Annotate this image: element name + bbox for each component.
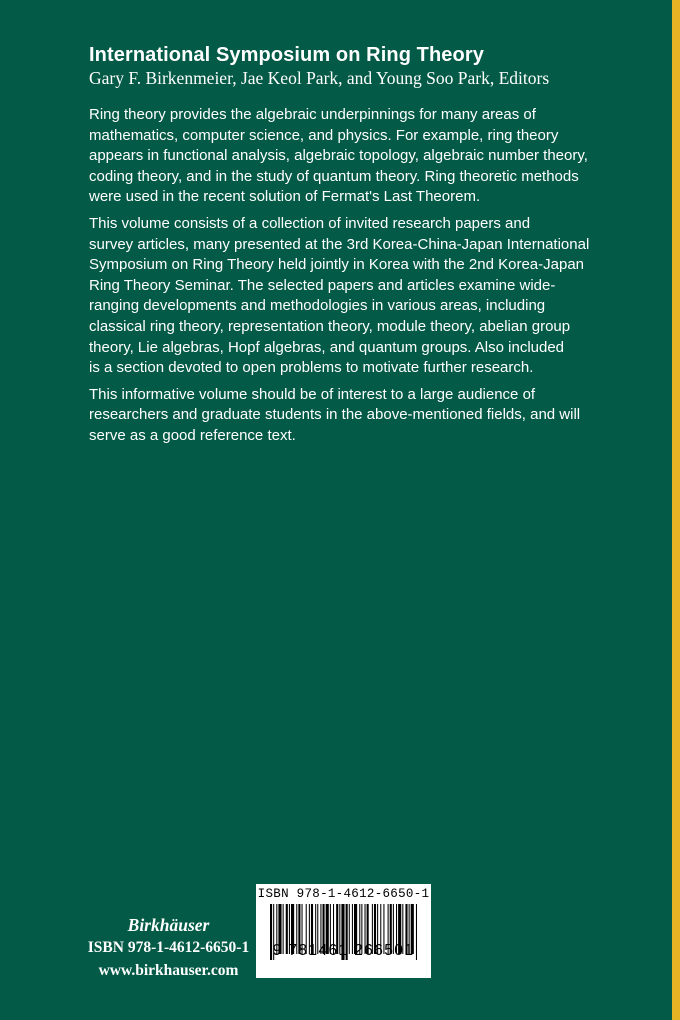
publisher-isbn: ISBN 978-1-4612-6650-1 — [87, 939, 250, 956]
description-paragraph-2: This volume consists of a collection of invited research papers and survey articles, many presented at the 3rd Korea-China-Japan International Symposium on Ring Theory held jointly in Korea with the 2nd Korea-Japan Ring Theory Seminar. The selected papers and articles examine wide- ranging developments and methodologies in various areas, including classical ring theory, representation theory, module theory, abelian group theory, Lie algebras, Hopf algebras, and quantum groups. Also included is a section devoted to open problems to motivate further research. — [89, 214, 590, 377]
editors-line: Gary F. Birkenmeier, Jae Keol Park, and Young Soo Park, Editors — [89, 68, 550, 88]
barcode — [256, 884, 431, 978]
description-text — [89, 105, 609, 453]
book-title: International Symposium on Ring Theory — [89, 44, 484, 66]
barcode-isbn-label: ISBN 978-1-4612-6650-1 — [257, 887, 430, 901]
publisher-website: www.birkhauser.com — [98, 962, 239, 979]
publisher-name: Birkhäuser — [127, 915, 210, 935]
description-paragraph-3: This informative volume should be of interest to a large audience of researchers and graduate students in the above-mentioned fields, and will serve as a good reference text. — [89, 385, 581, 444]
spine-color-strip — [672, 0, 680, 1020]
barcode-digits: 9 781461 266501 — [272, 942, 415, 959]
publisher-block — [86, 914, 251, 983]
description-paragraph-1: Ring theory provides the algebraic underpinnings for many areas of mathematics, computer science, and physics. For example, ring theory appears in functional analysis, algebraic topology, algebraic number theory, coding theory, and in the study of quantum theory. Ring theoretic methods were used in the recent solution of Fermat's Last Theorem. — [89, 106, 588, 206]
